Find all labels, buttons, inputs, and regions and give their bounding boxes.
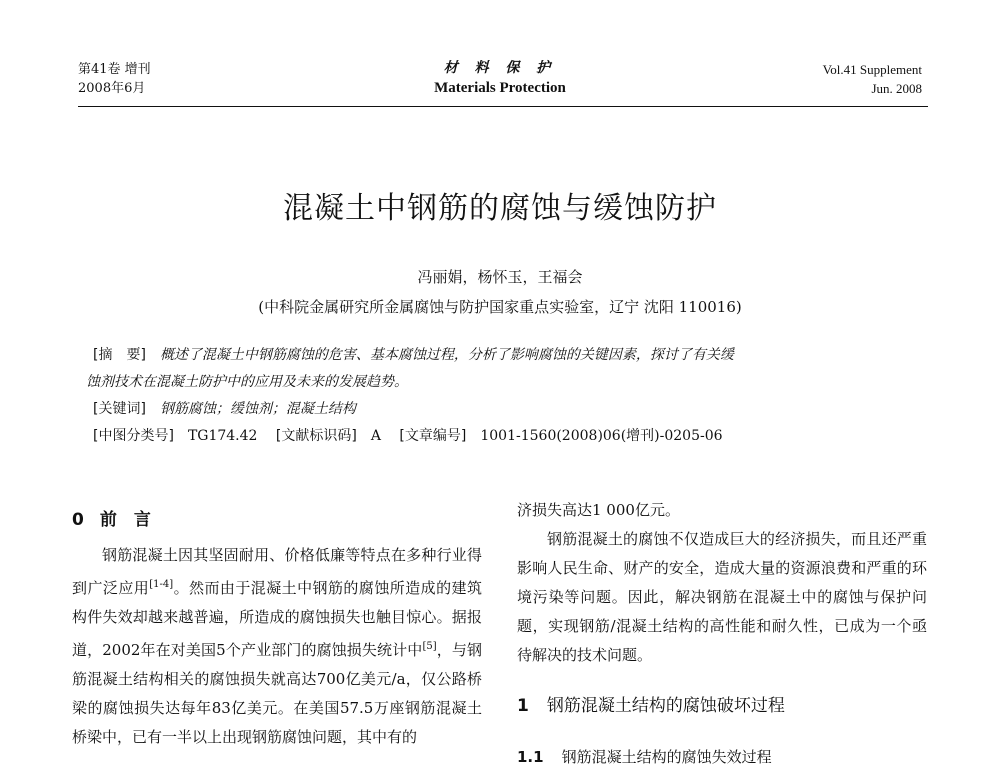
journal-name (78, 58, 922, 98)
section-0-paragraph-1 (72, 541, 482, 752)
running-header (78, 56, 922, 106)
article-number-value: 1001-1560(2008)06(增刊)-0205-06 (480, 428, 723, 444)
section-0-title: 前 言 (99, 510, 151, 530)
section-1-number: 1 (517, 696, 529, 716)
section-1-1-number: 1.1 (517, 748, 544, 766)
citation-5: [5] (422, 641, 437, 652)
paragraph-continuation: 济损失高达1 000亿元。 (517, 501, 680, 519)
keywords-tag: [关键词] (93, 401, 146, 417)
journal-name-cn: 材 料 保 护 (443, 60, 557, 76)
doc-code-tag: [文献标识码] (275, 428, 357, 444)
header-volume-info-en (823, 60, 922, 98)
left-column (72, 506, 482, 752)
citation-1-4: [1-4] (149, 579, 174, 590)
abstract (93, 342, 933, 369)
article-number-tag: [文章编号] (399, 428, 467, 444)
paper-title: 混凝土中钢筋的腐蚀与缓蚀防护 (283, 191, 717, 226)
doc-code-value: A (370, 428, 381, 444)
abstract-text-line1: 概述了混凝土中钢筋腐蚀的危害、基本腐蚀过程，分析了影响腐蚀的关键因素，探讨了有关缓 (159, 347, 734, 363)
para1-text-c: ，与钢筋混凝土结构相关的腐蚀损失就高达700亿美元/a，仅公路桥梁的腐蚀损失达每年83亿美元。在美国57.5万座钢筋混凝土桥梁中，已有一半以上出现钢筋腐蚀问题，其中有的 (72, 641, 482, 746)
header-date-en: Jun. 2008 (871, 81, 922, 96)
section-1-1-heading (517, 743, 927, 772)
paper-authors: 冯丽娟，杨怀玉，王福会 (417, 268, 583, 286)
keywords-text: 钢筋腐蚀；缓蚀剂；混凝土结构 (159, 401, 356, 417)
abstract-text-line2: 蚀剂技术在混凝土防护中的应用及未来的发展趋势。 (86, 374, 408, 390)
right-column (517, 496, 927, 772)
paper-affiliation: (中科院金属研究所金属腐蚀与防护国家重点实验室，辽宁 沈阳 110016) (258, 298, 742, 316)
abstract-block (86, 342, 933, 450)
classification-line (93, 423, 933, 450)
header-rule (78, 106, 928, 107)
section-1-heading (517, 692, 927, 721)
abstract-tag: [摘 要] (93, 347, 146, 363)
section-1-1-title: 钢筋混凝土结构的腐蚀失效过程 (561, 748, 772, 766)
section-0-heading (72, 506, 482, 535)
keywords (93, 396, 933, 423)
section-0-paragraph-2: 钢筋混凝土的腐蚀不仅造成巨大的经济损失，而且还严重影响人民生命、财产的安全，造成大量的资源浪费和严重的环境污染等问题。因此，解决钢筋在混凝土中的腐蚀与保护问题，实现钢筋/混凝土结构的高性能和耐久性，已成为一个亟待解决的技术问题。 (517, 530, 927, 664)
clc-value: TG174.42 (187, 428, 258, 444)
header-date: 2008年6月 (78, 81, 146, 96)
clc-tag: [中图分类号] (93, 428, 174, 444)
journal-name-en: Materials Protection (434, 80, 566, 96)
section-0-number: 0 (72, 510, 84, 530)
para1-text-b: 。然而由于混凝土中钢筋的腐蚀所造成的建筑构件失效却越来越普遍，所造成的腐蚀损失也触目惊心。据报道，2002年在对美国5个产业部门的腐蚀损失统计中 (72, 579, 482, 659)
header-volume: 第41卷 增刊 (78, 62, 151, 77)
para1-text-a: 钢筋混凝土因其坚固耐用、价格低廉等特点在多种行业得到广泛应用 (72, 546, 482, 597)
section-1-title: 钢筋混凝土结构的腐蚀破坏过程 (546, 696, 785, 716)
header-volume-en: Vol.41 Supplement (822, 62, 922, 77)
